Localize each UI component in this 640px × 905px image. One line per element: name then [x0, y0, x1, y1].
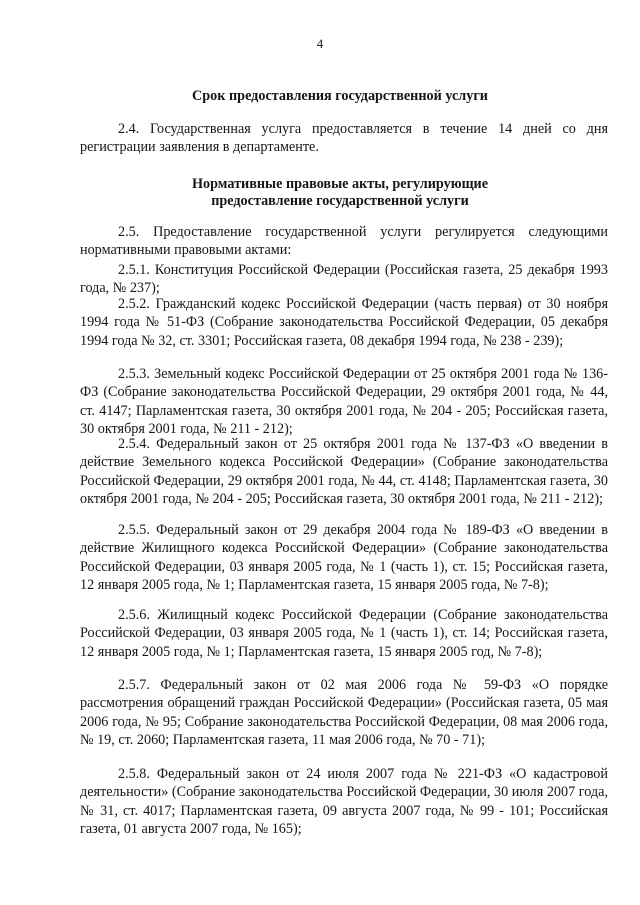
list-item: 2.5.1. Конституция Российской Федерации (Российская газета, 25 декабря 1993 года, № 237); — [80, 262, 608, 297]
list-item: 2.5.3. Земельный кодекс Российской Федерации от 25 октября 2001 года № 136-ФЗ (Собрание законодательства Российской Федерации, 29 октября 2001 года, № 44, ст. 4147; Парламентская газета, 30 октября 2001 года, № 204 - 205; Российская газета, 30 октября 2001 года, № 211 - 212); — [80, 366, 608, 438]
page-number: 4 — [316, 36, 324, 51]
list-item: 2.5.4. Федеральный закон от 25 октября 2001 года № 137-ФЗ «О введении в действие Земельного кодекса Российской Федерации» (Собрание законодательства Российской Федерации, 29 октября 2001 года, № 44, ст. 4148; Парламентская газета, 30 октября 2001 года, № 204 - 205; Российская газета, 30 октября 2001 года, № 211 - 212); — [80, 436, 608, 508]
list-item: 2.5.6. Жилищный кодекс Российской Федерации (Собрание законодательства Российской Федерации, 03 января 2005 года, № 1 (часть 1), ст. 14; Российская газета, 12 января 2005 года, № 1; Парламентская газета, 15 января 2005 год, № 7-8); — [80, 607, 608, 660]
section-heading-legal-acts: Нормативные правовые акты, регулирующие предоставление государственной услуги — [191, 176, 489, 209]
list-item: 2.5.2. Гражданский кодекс Российской Федерации (часть первая) от 30 ноября 1994 года № 51-ФЗ (Собрание законодательства Российской Федерации, 05 декабря 1994 года № 32, ст. 3301; Российская газета, 08 декабря 1994 года, № 238 - 239); — [80, 296, 608, 349]
list-item: 2.5.7. Федеральный закон от 02 мая 2006 года № 59-ФЗ «О порядке рассмотрения обращений граждан Российской Федерации» (Российская газета, 05 мая 2006 года, № 95; Собрание законодательства Российской Федерации, 08 мая 2006 года, № 19, ст. 2060; Парламентская газета, 11 мая 2006 года, № 70 - 71); — [80, 677, 608, 749]
paragraph-2-5: 2.5. Предоставление государственной услуги регулируется следующими нормативными правовыми актами: — [80, 224, 608, 259]
section-heading-term: Срок предоставления государственной услуги — [192, 88, 488, 104]
list-item: 2.5.8. Федеральный закон от 24 июля 2007 года № 221-ФЗ «О кадастровой деятельности» (Собрание законодательства Российской Федерации, 30 июля 2007 года, № 31, ст. 4017; Парламентская газета, 09 августа 2007 года, № 99 - 101; Российская газета, 01 августа 2007 года, № 165); — [80, 766, 608, 838]
paragraph-2-4: 2.4. Государственная услуга предоставляется в течение 14 дней со дня регистрации заявления в департаменте. — [80, 121, 608, 156]
list-item: 2.5.5. Федеральный закон от 29 декабря 2004 года № 189-ФЗ «О введении в действие Жилищного кодекса Российской Федерации» (Собрание законодательства Российской Федерации, 03 января 2005 года, № 1 (часть 1), ст. 15; Российская газета, 12 января 2005 года, № 1; Парламентская газета, 15 января 2005 года, № 7-8); — [80, 522, 608, 594]
